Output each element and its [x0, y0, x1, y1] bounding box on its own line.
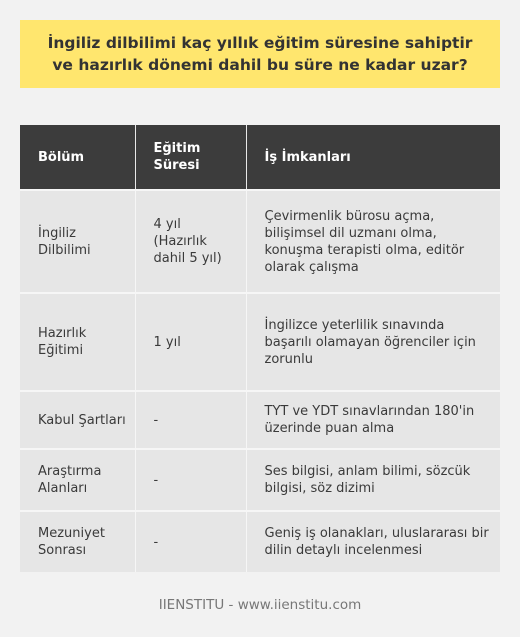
info-table [20, 125, 500, 572]
table-row [20, 293, 500, 391]
cell-bolum: Mezuniyet Sonrası [20, 511, 135, 572]
cell-bolum: İngiliz Dilbilimi [20, 190, 135, 293]
cell-is-imkanlari: TYT ve YDT sınavlarından 180'in üzerinde puan alma [246, 391, 500, 449]
cell-is-imkanlari: İngilizce yeterlilik sınavında başarılı olamayan öğrenciler için zorunlu [246, 293, 500, 391]
cell-egitim-suresi: 4 yıl (Hazırlık dahil 5 yıl) [135, 190, 246, 293]
cell-bolum: Araştırma Alanları [20, 449, 135, 511]
table-header-row [20, 125, 500, 190]
cell-egitim-suresi: - [135, 511, 246, 572]
cell-egitim-suresi: - [135, 449, 246, 511]
cell-bolum: Kabul Şartları [20, 391, 135, 449]
header-bolum: Bölüm [20, 125, 135, 190]
footer-credit: IIENSTITU - www.iienstitu.com [158, 597, 362, 613]
cell-is-imkanlari: Ses bilgisi, anlam bilimi, sözcük bilgisi, söz dizimi [246, 449, 500, 511]
question-box [20, 20, 500, 88]
cell-egitim-suresi: 1 yıl [135, 293, 246, 391]
cell-is-imkanlari: Çevirmenlik bürosu açma, bilişimsel dil uzmanı olma, konuşma terapisti olma, editör olarak çalışma [246, 190, 500, 293]
cell-is-imkanlari: Geniş iş olanakları, uluslararası bir dilin detaylı incelenmesi [246, 511, 500, 572]
table-row [20, 511, 500, 572]
cell-bolum: Hazırlık Eğitimi [20, 293, 135, 391]
cell-egitim-suresi: - [135, 391, 246, 449]
table-row [20, 391, 500, 449]
header-egitim-suresi: Eğitim Süresi [135, 125, 246, 190]
table-row [20, 190, 500, 293]
question-text: İngiliz dilbilimi kaç yıllık eğitim süresine sahiptir ve hazırlık dönemi dahil bu süre ne kadar uzar? [47, 34, 473, 74]
header-is-imkanlari: İş İmkanları [246, 125, 500, 190]
table-row [20, 449, 500, 511]
